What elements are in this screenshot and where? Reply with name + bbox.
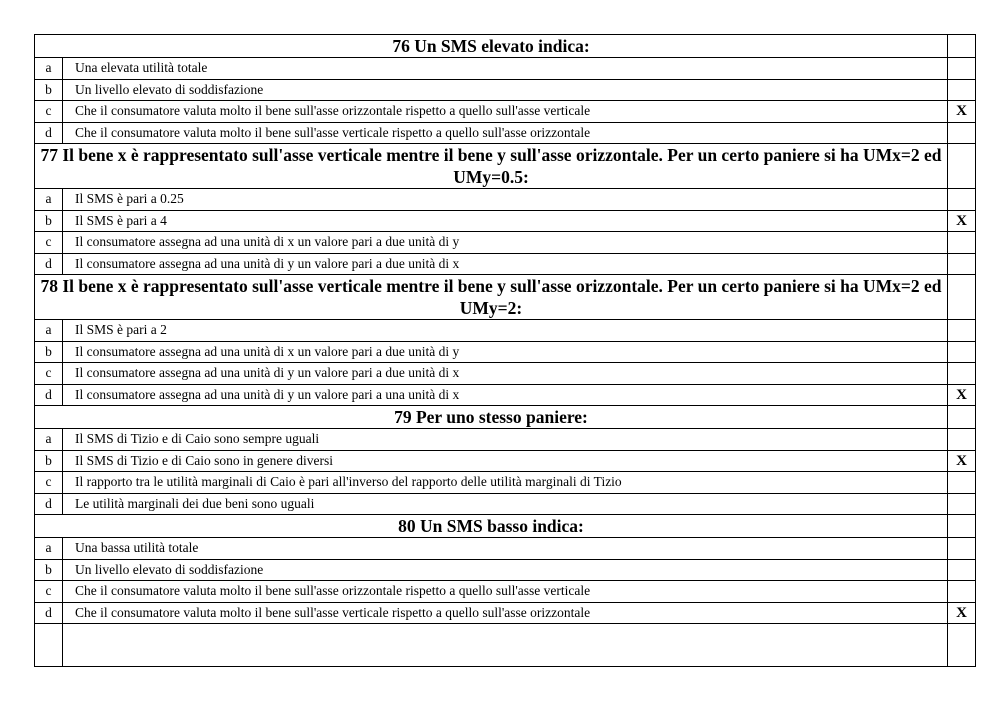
- blank-cell: [948, 624, 976, 667]
- answer-letter: d: [35, 122, 63, 144]
- answer-row: [35, 384, 976, 406]
- answer-row: [35, 79, 976, 101]
- correct-mark: [948, 341, 976, 363]
- answer-text: Il consumatore assegna ad una unità di y un valore pari a due unità di x: [63, 253, 948, 275]
- answer-text: Il consumatore assegna ad una unità di y un valore pari a due unità di x: [63, 363, 948, 385]
- answer-text: Il SMS di Tizio e di Caio sono sempre uguali: [63, 429, 948, 451]
- answer-row: [35, 559, 976, 581]
- question-title: 76 Un SMS elevato indica:: [35, 35, 948, 58]
- question-row: [35, 406, 976, 429]
- answer-letter: b: [35, 210, 63, 232]
- question-title: 78 Il bene x è rappresentato sull'asse verticale mentre il bene y sull'asse orizzontale. Per un certo paniere si ha UMx=2 ed UMy=2:: [35, 275, 948, 320]
- correct-mark: [948, 429, 976, 451]
- answer-letter: b: [35, 450, 63, 472]
- answer-text: Il SMS è pari a 4: [63, 210, 948, 232]
- answer-letter: d: [35, 493, 63, 515]
- answer-text: Il consumatore assegna ad una unità di x un valore pari a due unità di y: [63, 341, 948, 363]
- answer-text: Una bassa utilità totale: [63, 538, 948, 560]
- answer-letter: d: [35, 384, 63, 406]
- answer-row: [35, 363, 976, 385]
- answer-text: Una elevata utilità totale: [63, 58, 948, 80]
- answer-row: [35, 493, 976, 515]
- answer-row: [35, 538, 976, 560]
- quiz-table: [34, 34, 976, 667]
- answer-text: Che il consumatore valuta molto il bene sull'asse verticale rispetto a quello sull'asse orizzontale: [63, 602, 948, 624]
- correct-mark: X: [948, 450, 976, 472]
- answer-text: Che il consumatore valuta molto il bene sull'asse verticale rispetto a quello sull'asse orizzontale: [63, 122, 948, 144]
- correct-mark: X: [948, 210, 976, 232]
- question-mark-cell: [948, 515, 976, 538]
- answer-letter: d: [35, 602, 63, 624]
- answer-text: Che il consumatore valuta molto il bene sull'asse orizzontale rispetto a quello sull'asse verticale: [63, 581, 948, 603]
- question-mark-cell: [948, 144, 976, 189]
- correct-mark: X: [948, 384, 976, 406]
- correct-mark: [948, 79, 976, 101]
- answer-letter: c: [35, 581, 63, 603]
- correct-mark: [948, 472, 976, 494]
- answer-row: [35, 602, 976, 624]
- answer-text: Le utilità marginali dei due beni sono uguali: [63, 493, 948, 515]
- correct-mark: X: [948, 101, 976, 123]
- correct-mark: [948, 232, 976, 254]
- answer-letter: c: [35, 101, 63, 123]
- answer-text: Il rapporto tra le utilità marginali di Caio è pari all'inverso del rapporto delle utilità marginali di Tizio: [63, 472, 948, 494]
- answer-row: [35, 253, 976, 275]
- answer-row: [35, 450, 976, 472]
- answer-letter: c: [35, 472, 63, 494]
- correct-mark: [948, 320, 976, 342]
- correct-mark: [948, 493, 976, 515]
- correct-mark: [948, 538, 976, 560]
- answer-letter: a: [35, 538, 63, 560]
- answer-row: [35, 101, 976, 123]
- question-row: [35, 144, 976, 189]
- correct-mark: [948, 253, 976, 275]
- question-row: [35, 515, 976, 538]
- question-mark-cell: [948, 406, 976, 429]
- blank-cell: [35, 624, 63, 667]
- correct-mark: [948, 58, 976, 80]
- answer-letter: a: [35, 189, 63, 211]
- answer-letter: b: [35, 559, 63, 581]
- answer-text: Un livello elevato di soddisfazione: [63, 79, 948, 101]
- quiz-table-body: [35, 35, 976, 667]
- answer-letter: d: [35, 253, 63, 275]
- question-row: [35, 275, 976, 320]
- answer-row: [35, 429, 976, 451]
- correct-mark: [948, 559, 976, 581]
- answer-letter: c: [35, 363, 63, 385]
- question-mark-cell: [948, 275, 976, 320]
- answer-text: Che il consumatore valuta molto il bene sull'asse orizzontale rispetto a quello sull'asse verticale: [63, 101, 948, 123]
- answer-row: [35, 122, 976, 144]
- answer-row: [35, 232, 976, 254]
- answer-row: [35, 341, 976, 363]
- answer-letter: a: [35, 320, 63, 342]
- answer-row: [35, 472, 976, 494]
- answer-text: Il consumatore assegna ad una unità di x un valore pari a due unità di y: [63, 232, 948, 254]
- correct-mark: [948, 363, 976, 385]
- question-title: 80 Un SMS basso indica:: [35, 515, 948, 538]
- question-title: 77 Il bene x è rappresentato sull'asse verticale mentre il bene y sull'asse orizzontale. Per un certo paniere si ha UMx=2 ed UMy=0.5:: [35, 144, 948, 189]
- answer-row: [35, 58, 976, 80]
- answer-row: [35, 320, 976, 342]
- answer-text: Il SMS è pari a 0.25: [63, 189, 948, 211]
- answer-letter: c: [35, 232, 63, 254]
- answer-letter: a: [35, 58, 63, 80]
- answer-text: Il SMS di Tizio e di Caio sono in genere diversi: [63, 450, 948, 472]
- answer-letter: a: [35, 429, 63, 451]
- correct-mark: [948, 122, 976, 144]
- answer-letter: b: [35, 79, 63, 101]
- blank-cell: [63, 624, 948, 667]
- correct-mark: [948, 189, 976, 211]
- blank-row: [35, 624, 976, 667]
- answer-letter: b: [35, 341, 63, 363]
- answer-text: Il SMS è pari a 2: [63, 320, 948, 342]
- correct-mark: [948, 581, 976, 603]
- answer-text: Il consumatore assegna ad una unità di y un valore pari a una unità di x: [63, 384, 948, 406]
- correct-mark: X: [948, 602, 976, 624]
- question-row: [35, 35, 976, 58]
- answer-row: [35, 581, 976, 603]
- answer-row: [35, 210, 976, 232]
- question-mark-cell: [948, 35, 976, 58]
- answer-row: [35, 189, 976, 211]
- question-title: 79 Per uno stesso paniere:: [35, 406, 948, 429]
- answer-text: Un livello elevato di soddisfazione: [63, 559, 948, 581]
